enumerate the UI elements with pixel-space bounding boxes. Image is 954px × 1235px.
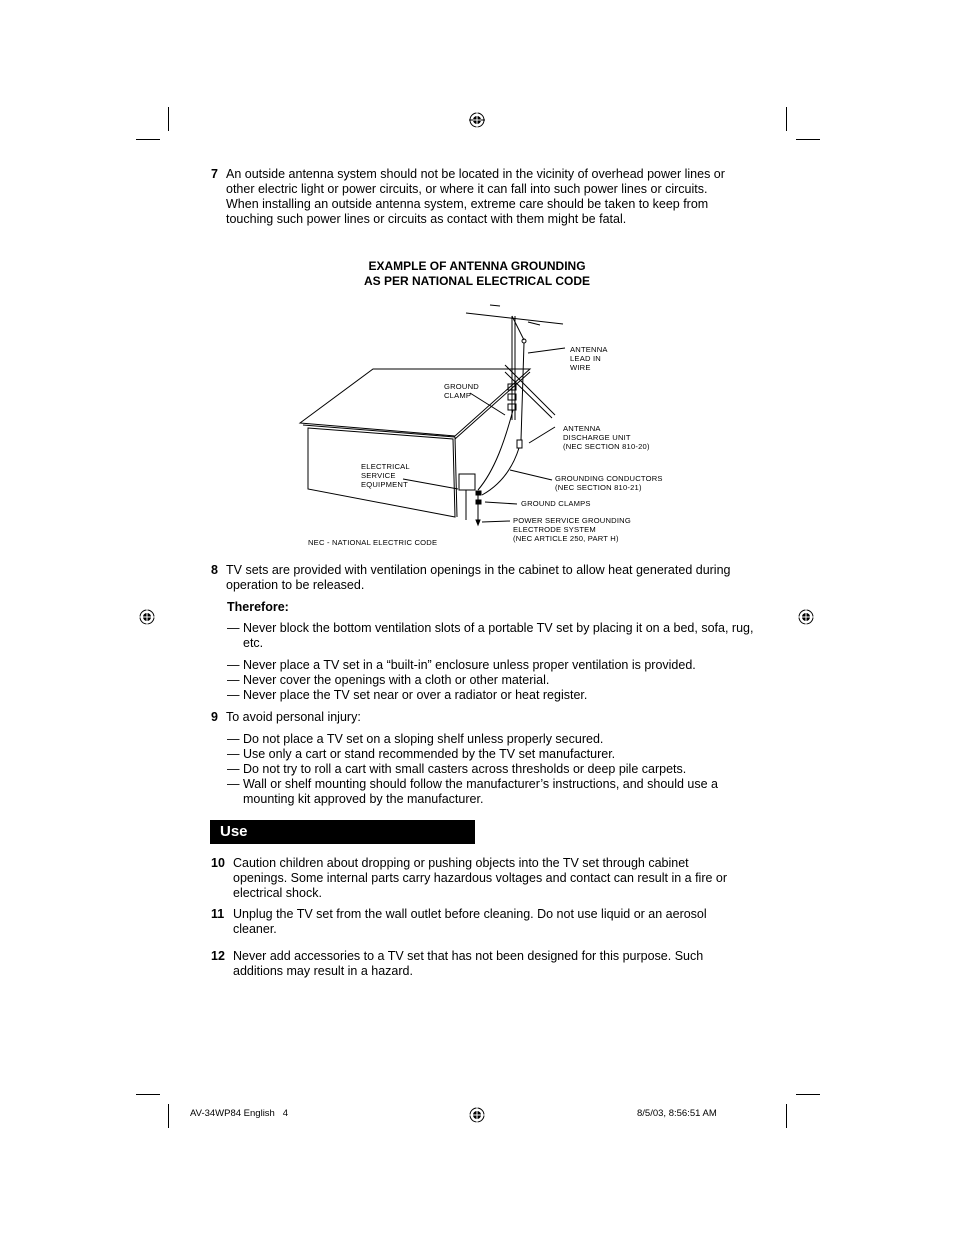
figure-title	[300, 259, 654, 289]
crop-mark	[786, 1104, 787, 1128]
antenna-grounding-diagram	[290, 298, 570, 533]
footer-timestamp: 8/5/03, 8:56:51 AM	[637, 1108, 717, 1119]
figure-title-line-2: AS PER NATIONAL ELECTRICAL CODE	[363, 274, 590, 288]
registration-mark-icon	[798, 609, 814, 625]
therefore-label: Therefore:	[227, 600, 289, 614]
bullet-item: — Never place the TV set near or over a radiator or heat register.	[227, 688, 588, 702]
label-electrical-service: ELECTRICAL SERVICE EQUIPMENT	[361, 462, 410, 489]
label-antenna-lead-in: ANTENNA LEAD IN WIRE	[570, 345, 608, 372]
item-7	[211, 167, 751, 227]
label-ground-clamps: GROUND CLAMPS	[521, 499, 591, 508]
registration-mark-icon	[469, 112, 485, 128]
item-10	[211, 856, 751, 901]
crop-mark	[796, 1094, 820, 1095]
item-number: 7	[211, 167, 218, 181]
bullet-item: — Wall or shelf mounting should follow the manufacturer’s instructions, and should use a mounting kit approved by the manufacturer.	[227, 777, 718, 806]
crop-mark	[796, 139, 820, 140]
label-nec: NEC - NATIONAL ELECTRIC CODE	[308, 538, 438, 547]
item-9	[211, 710, 751, 725]
item-number: 10	[211, 856, 225, 870]
footer-doc-id: AV-34WP84 English 4	[190, 1108, 289, 1119]
label-grounding-conductors: GROUNDING CONDUCTORS (NEC SECTION 810-21)	[555, 474, 663, 492]
bullet-item: — Never cover the openings with a cloth or other material.	[227, 673, 550, 687]
item-text: An outside antenna system should not be located in the vicinity of overhead power lines or other electric light or power circuits, or where it can fall into such power lines or circuits. When installing an outside antenna system, extreme care should be taken to keep from touching such power lines or circuits as contact with them might be fatal.	[226, 167, 725, 226]
registration-mark-icon	[139, 609, 155, 625]
section-header	[210, 820, 475, 844]
item-number: 11	[211, 907, 225, 921]
item-8	[211, 563, 751, 593]
item-number: 8	[211, 563, 218, 577]
item-text: Unplug the TV set from the wall outlet before cleaning. Do not use liquid or an aerosol cleaner.	[233, 907, 707, 936]
bullet-item: — Do not try to roll a cart with small casters across thresholds or deep pile carpets.	[227, 762, 687, 776]
item-text: TV sets are provided with ventilation openings in the cabinet to allow heat generated during operation to be released.	[226, 563, 731, 592]
item-text: Never add accessories to a TV set that has not been designed for this purpose. Such additions may result in a hazard.	[233, 949, 704, 978]
lead-in-wire	[520, 343, 524, 445]
crop-mark	[168, 1104, 169, 1128]
electrical-service-box	[459, 474, 475, 490]
bullet-item: — Never place a TV set in a “built-in” enclosure unless proper ventilation is provided.	[227, 658, 696, 672]
antenna-discharge-unit	[517, 440, 522, 448]
crop-mark	[136, 139, 160, 140]
bullet-item: — Use only a cart or stand recommended by the TV set manufacturer.	[227, 747, 616, 761]
label-power-service: POWER SERVICE GROUNDING ELECTRODE SYSTEM (NEC ARTICLE 250, PART H)	[513, 516, 631, 543]
figure-title-line-1: EXAMPLE OF ANTENNA GROUNDING	[368, 259, 586, 273]
bullet-item: — Do not place a TV set on a sloping shelf unless properly secured.	[227, 732, 604, 746]
item-12	[211, 949, 751, 979]
crop-mark	[168, 107, 169, 131]
item-number: 9	[211, 710, 218, 724]
item-text: Caution children about dropping or pushing objects into the TV set through cabinet openings. Some internal parts carry hazardous voltages and contact can result in a fire or electrical shock.	[233, 856, 728, 900]
grounding-conductor	[478, 410, 513, 490]
item-text: To avoid personal injury:	[226, 710, 361, 724]
registration-mark-icon	[469, 1107, 485, 1123]
crop-mark	[136, 1094, 160, 1095]
item-number: 12	[211, 949, 225, 963]
item-11	[211, 907, 751, 937]
section-title: Use	[220, 823, 248, 840]
bullet-item: — Never block the bottom ventilation slots of a portable TV set by placing it on a bed, sofa, rug, etc.	[227, 621, 754, 650]
label-discharge-unit: ANTENNA DISCHARGE UNIT (NEC SECTION 810-20)	[563, 424, 650, 451]
label-ground-clamp: GROUND CLAMP	[444, 382, 479, 400]
crop-mark	[786, 107, 787, 131]
